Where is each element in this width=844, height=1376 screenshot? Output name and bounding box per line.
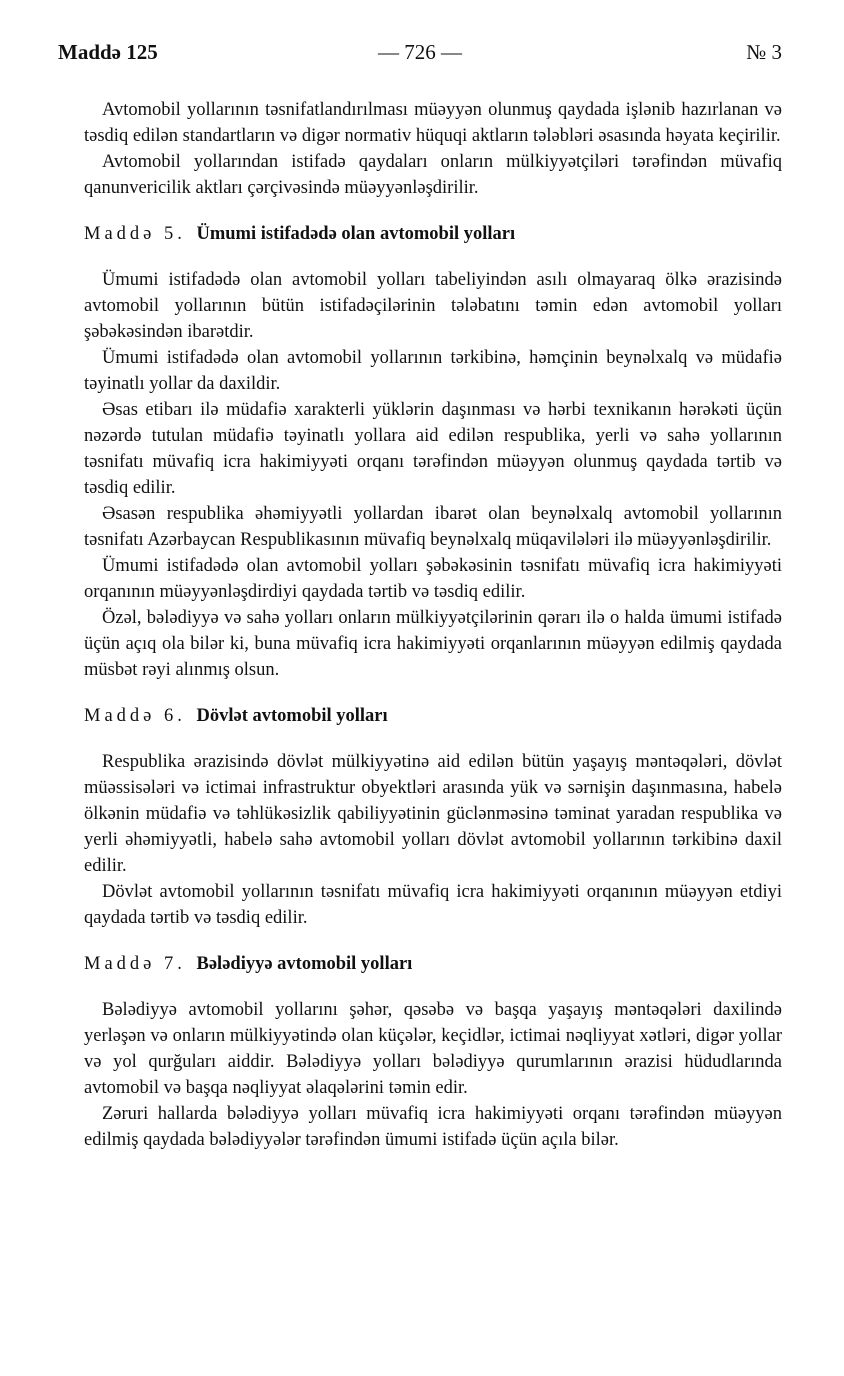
article-5-title: Ümumi istifadədə olan avtomobil yolları: [196, 224, 516, 244]
article-6-paragraph-1: Respublika ərazisində dövlət mülkiyyətinə aid edilən bütün yaşayış məntəqələri, dövlət müəssisələri və ictimai infrastruktur obyektləri arasında yük və sərnişin daşınmasına, habelə ölkənin müdafiə və təhlükəsizlik qabiliyyətinin güclənməsinə təminat yaradan respublika və yerli əhəmiyyətli, habelə sahə avtomobil yolları dövlət avtomobil yollarının tərkibinə daxil edilir.: [84, 752, 782, 876]
article-7-paragraph-1: Bələdiyyə avtomobil yollarını şəhər, qəsəbə və başqa yaşayış məntəqələri daxilində yerləşən və onların mülkiyyətində olan küçələr, keçidlər, ictimai nəqliyyat xətləri, digər yollar və yol qurğuları aiddir. Bələdiyyə yolları bələdiyyə qurumlarının ərazisi hüdudlarında avtomobil və başqa nəqliyyat əlaqələrini təmin edir.: [84, 1000, 782, 1098]
article-7-title: Bələdiyyə avtomobil yolları: [196, 954, 413, 974]
article-5-paragraph-4: Əsasən respublika əhəmiyyətli yollardan ibarət olan beynəlxalq avtomobil yollarının təsnifatı Azərbaycan Respublikasının müvafiq beynəlxalq müqavilələri ilə müəyyənləşdirilir.: [84, 504, 782, 550]
article-5-paragraph-6: Özəl, bələdiyyə və sahə yolları onların mülkiyyətçilərinin qərarı ilə o halda ümumi istifadə üçün açıq ola bilər ki, buna müvafiq icra hakimiyyəti orqanlarının müəyyən edilmiş qaydada müsbət rəyi alınmış olsun.: [84, 608, 782, 680]
page-number: — 726 —: [378, 40, 462, 64]
article-7-heading: [84, 951, 782, 977]
article-5-heading: [84, 221, 782, 247]
article-6-label: Maddə 6.: [84, 706, 186, 726]
intro-paragraph-1: Avtomobil yollarının təsnifatlandırılması müəyyən olunmuş qaydada işlənib hazırlanan və təsdiq edilən standartların və digər normativ hüquqi aktların tələbləri əsasında həyata keçirilir.: [84, 100, 782, 146]
page-header: [58, 40, 782, 70]
article-5-paragraph-1: Ümumi istifadədə olan avtomobil yolları tabeliyindən asılı olmayaraq ölkə ərazisində avtomobil yollarının bütün istifadəçilərinin tələbatını təmin edən avtomobil yolları şəbəkəsindən ibarətdir.: [84, 270, 782, 342]
article-6-heading: [84, 703, 782, 729]
header-article-ref: Maddə 125: [58, 40, 158, 64]
article-5-paragraph-3: Əsas etibarı ilə müdafiə xarakterli yüklərin daşınması və hərbi texnikanın hərəkəti üçün nəzərdə tutulan müdafiə təyinatlı yollara aid edilən respublika, yerli və sahə yollarının təsnifatı müvafiq icra hakimiyyəti orqanı tərəfindən müəyyən olunmuş qaydada tərtib və təsdiq edilir.: [84, 400, 782, 498]
article-6-paragraph-2: Dövlət avtomobil yollarının təsnifatı müvafiq icra hakimiyyəti orqanının müəyyən etdiyi qaydada tərtib və təsdiq edilir.: [84, 882, 782, 928]
issue-number: № 3: [746, 40, 782, 64]
article-5-paragraph-5: Ümumi istifadədə olan avtomobil yolları şəbəkəsinin təsnifatı müvafiq icra hakimiyyəti orqanının müəyyənləşdirdiyi qaydada tərtib və təsdiq edilir.: [84, 556, 782, 602]
page-body: [84, 97, 782, 1153]
intro-paragraph-2: Avtomobil yollarından istifadə qaydaları onların mülkiyyətçiləri tərəfindən müvafiq qanunvericilik aktları çərçivəsində müəyyənləşdirilir.: [84, 152, 782, 198]
article-5-label: Maddə 5.: [84, 224, 186, 244]
article-7-paragraph-2: Zəruri hallarda bələdiyyə yolları müvafiq icra hakimiyyəti orqanı tərəfindən müəyyən edilmiş qaydada bələdiyyələr tərəfindən ümumi istifadə üçün açıla bilər.: [84, 1104, 782, 1150]
article-7-label: Maddə 7.: [84, 954, 186, 974]
article-6-title: Dövlət avtomobil yolları: [196, 706, 388, 726]
article-5-paragraph-2: Ümumi istifadədə olan avtomobil yollarının tərkibinə, həmçinin beynəlxalq və müdafiə təyinatlı yollar da daxildir.: [84, 348, 782, 394]
